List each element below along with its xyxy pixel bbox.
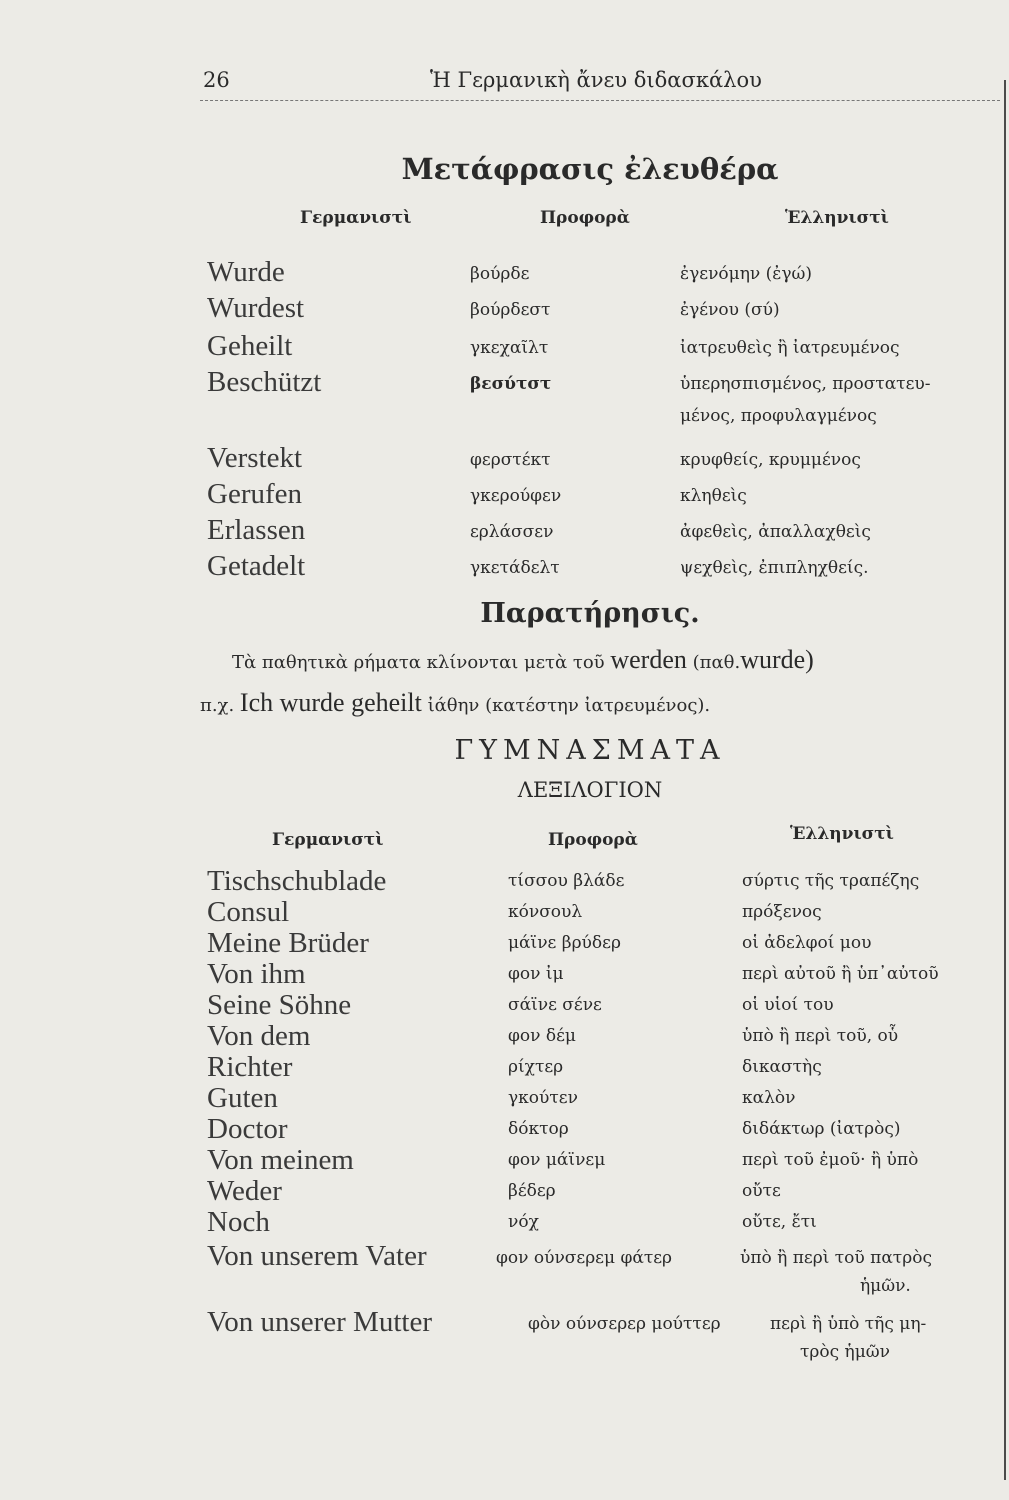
pronunciation: κόνσουλ [508, 902, 583, 922]
pronunciation: φερστέκτ [470, 450, 551, 470]
remark-text: π.χ. [200, 695, 235, 716]
table-row [0, 1144, 1009, 1174]
table-row [0, 550, 1009, 580]
table-row [0, 366, 1009, 396]
remark-latin-term: wurde) [740, 645, 814, 674]
german-word: Meine Brüder [207, 927, 369, 959]
greek-meaning: ἐγένου (σύ) [680, 300, 780, 320]
pronunciation: τίσσου βλάδε [508, 871, 625, 891]
german-word: Doctor [207, 1113, 288, 1145]
german-word: Geheilt [207, 330, 293, 362]
pronunciation: μάϊνε βρύδερ [508, 933, 621, 953]
table-row [0, 1175, 1009, 1205]
pronunciation: γκούτεν [508, 1088, 578, 1108]
greek-meaning: καλὸν [742, 1088, 796, 1108]
greek-meaning: πρόξενος [742, 902, 822, 922]
german-word: Von ihm [207, 958, 306, 990]
greek-meaning: οἱ ἀδελφοί μου [742, 933, 872, 953]
pronunciation: βούρδεστ [470, 300, 551, 320]
column-heading-german: Γερμανιστὶ [272, 830, 384, 850]
table-row [0, 330, 1009, 360]
table-row [0, 865, 1009, 895]
remark-title: Παρατήρησις. [480, 598, 700, 629]
german-word: Getadelt [207, 550, 306, 582]
remark-line-2 [200, 688, 710, 718]
pronunciation: φον μάϊνεμ [508, 1150, 606, 1170]
german-word: Erlassen [207, 514, 306, 546]
header-divider [200, 100, 1000, 101]
greek-meaning: ὑπὸ ἢ περὶ τοῦ πατρὸς [740, 1248, 932, 1268]
table-row [0, 292, 1009, 322]
greek-meaning: περὶ τοῦ ἐμοῦ· ἢ ὑπὸ [742, 1150, 919, 1170]
pronunciation: δόκτορ [508, 1119, 569, 1139]
greek-meaning: οὔτε [742, 1181, 781, 1201]
table-row [0, 1051, 1009, 1081]
greek-meaning: δικαστὴς [742, 1057, 822, 1077]
table-row [0, 927, 1009, 957]
table-row [0, 958, 1009, 988]
page-number: 26 [203, 68, 230, 92]
table-row [0, 989, 1009, 1019]
table-row [0, 1206, 1009, 1236]
table-row [0, 1240, 1009, 1270]
greek-meaning: ὑπερησπισμένος, προστατευ- [680, 374, 931, 394]
table-row [0, 398, 1009, 428]
table-row [0, 1268, 1009, 1298]
german-word: Von unserer Mutter [207, 1306, 432, 1338]
greek-meaning: ἀφεθεὶς, ἀπαλλαχθεὶς [680, 522, 871, 542]
remark-latin-term: werden [610, 645, 687, 674]
pronunciation: φον δέμ [508, 1026, 576, 1046]
german-word: Von meinem [207, 1144, 354, 1176]
greek-meaning: περὶ ἢ ὑπὸ τῆς μη- [770, 1314, 927, 1334]
table-row [0, 1020, 1009, 1050]
greek-meaning: περὶ αὐτοῦ ἢ ὑπ᾽αὐτοῦ [742, 964, 939, 984]
greek-meaning: ψεχθεὶς, ἐπιπληχθείς. [680, 558, 869, 578]
running-title: Ἡ Γερμανικὴ ἄνευ διδασκάλου [430, 68, 762, 92]
german-word: Seine Söhne [207, 989, 352, 1021]
pronunciation: βέδερ [508, 1181, 556, 1201]
greek-meaning: μένος, προφυλαγμένος [680, 406, 877, 426]
german-word: Verstekt [207, 442, 303, 474]
column-heading-german: Γερμανιστὶ [300, 208, 412, 228]
pronunciation: γκετάδελτ [470, 558, 560, 578]
german-word: Beschützt [207, 366, 322, 398]
table-row [0, 514, 1009, 544]
german-word: Von unserem Vater [207, 1240, 427, 1272]
greek-meaning: διδάκτωρ (ἰατρὸς) [742, 1119, 901, 1139]
remark-text: ἰάθην (κατέστην ἰατρευμένος). [427, 695, 711, 716]
german-word: Tischschublade [207, 865, 387, 897]
greek-meaning: οἱ υἱοί του [742, 995, 834, 1015]
pronunciation: βεσύτστ [470, 374, 552, 394]
remark-example: Ich wurde geheilt [239, 688, 422, 717]
pronunciation: φον ἰμ [508, 964, 564, 984]
column-heading-greek: Ἑλληνιστὶ [790, 824, 894, 844]
table-row [0, 1334, 1009, 1364]
pronunciation: γκεχαῖλτ [470, 338, 549, 358]
greek-meaning: σύρτις τῆς τραπέζης [742, 871, 920, 891]
table-row [0, 896, 1009, 926]
greek-meaning: ἰατρευθεὶς ἢ ἰατρευμένος [680, 338, 900, 358]
table-row [0, 1082, 1009, 1112]
german-word: Noch [207, 1206, 270, 1238]
vocabulary-title: ΛΕΞΙΛΟΓΙΟΝ [517, 778, 663, 802]
german-word: Weder [207, 1175, 282, 1207]
remark-text: Τὰ παθητικὰ ρήματα κλίνονται μετὰ τοῦ [232, 652, 605, 673]
greek-meaning: ἡμῶν. [860, 1276, 911, 1296]
table-row [0, 1113, 1009, 1143]
column-heading-greek: Ἑλληνιστὶ [785, 208, 889, 228]
german-word: Guten [207, 1082, 278, 1114]
table-row [0, 478, 1009, 508]
german-word: Richter [207, 1051, 293, 1083]
german-word: Von dem [207, 1020, 311, 1052]
column-heading-pronunciation: Προφορὰ [548, 830, 638, 850]
pronunciation: ερλάσσεν [470, 522, 554, 542]
greek-meaning: οὔτε, ἔτι [742, 1212, 817, 1232]
greek-meaning: τρὸς ἡμῶν [800, 1342, 890, 1362]
german-word: Wurdest [207, 292, 305, 324]
greek-meaning: ὑπὸ ἢ περὶ τοῦ, οὗ [742, 1026, 899, 1046]
german-word: Consul [207, 896, 290, 928]
pronunciation: γκερούφεν [470, 486, 562, 506]
pronunciation: φὸν ούνσερερ μούττερ [528, 1314, 721, 1334]
pronunciation: φον ούνσερεμ φάτερ [496, 1248, 673, 1268]
pronunciation: σάϊνε σένε [508, 995, 602, 1015]
remark-line-1 [232, 645, 814, 675]
pronunciation: ρίχτερ [508, 1057, 564, 1077]
pronunciation: βούρδε [470, 264, 530, 284]
greek-meaning: κρυφθείς, κρυμμένος [680, 450, 861, 470]
section-title-free-translation: Μετάφρασις ἐλευθέρα [401, 152, 779, 186]
greek-meaning: κληθεὶς [680, 486, 747, 506]
table-row [0, 256, 1009, 286]
table-row [0, 1306, 1009, 1336]
pronunciation: νόχ [508, 1212, 539, 1232]
table-row [0, 442, 1009, 472]
column-heading-pronunciation: Προφορὰ [540, 208, 630, 228]
greek-meaning: ἐγενόμην (ἐγώ) [680, 264, 813, 284]
remark-text: (παθ. [692, 652, 741, 673]
german-word: Gerufen [207, 478, 303, 510]
german-word: Wurde [207, 256, 285, 288]
exercises-title: ΓΥΜΝΑΣΜΑΤΑ [454, 735, 726, 766]
